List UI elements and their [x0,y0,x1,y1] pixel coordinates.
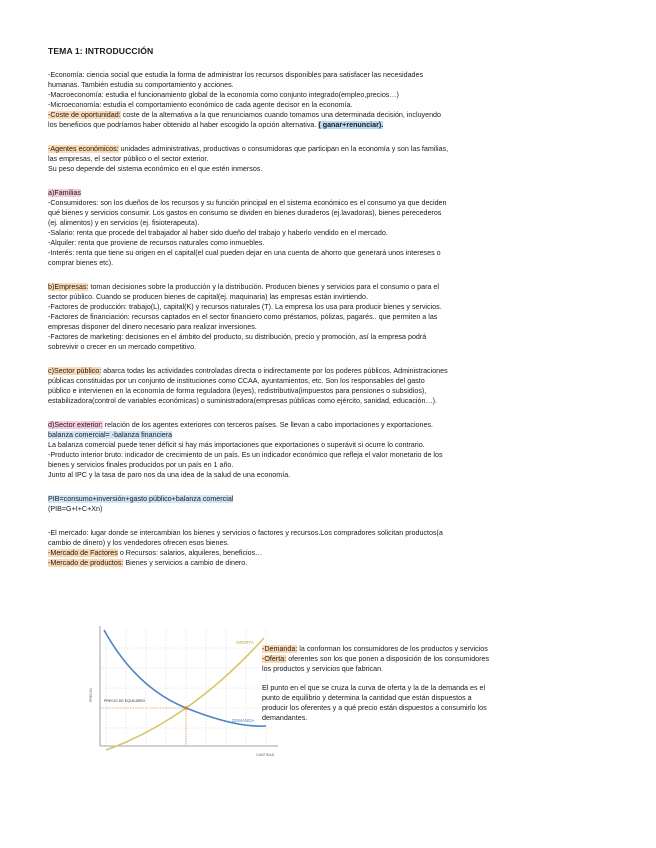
familias-line: -Interés: renta que tiene su origen en el capital(el cual pueden dejar en una cuenta de ahorro que generará unos intereses o [48,249,441,257]
familias-heading [48,188,608,198]
coste-line-2 [48,120,608,130]
oferta-curve [106,638,264,750]
agentes-label: -Agentes económicos: [48,145,119,153]
exterior-line: -Producto interior bruto: indicador de crecimiento de un país. Es un indicador económico que refleja el valor monetario de los [48,451,443,459]
equilibrio-line: punto de equilibrio y determina la cantidad que están dispuestos a [262,694,472,702]
mercado-factores-line [48,548,608,558]
mercado-section [48,528,608,568]
mercado-productos-line [48,558,608,568]
sector-first: abarca todas las actividades controladas directa o indirectamente por los poderes públicos. Administraciones [101,367,448,375]
empresas-first: toman decisiones sobre la producción y la distribución. Producen bienes y servicios para el consumo o para el [88,283,439,291]
empresas-line: sector público. Cuando se producen bienes de capital(ej. maquinaria) las empresas están invirtiendo. [48,293,368,301]
spacer [262,674,582,683]
balanza-line [48,430,608,440]
intro-line: -Microeconomía: estudia el comportamiento económico de cada agente decisor en la economía. [48,101,353,109]
sector-line: estabilizadora(control de variables económicas) o suministradora(empresas públicas como ejército, sanidad, educación…). [48,397,437,405]
oferta-def-text: oferentes son los que ponen a disposición de los consumidores [286,655,490,663]
oferta-def-label: -Oferta: [262,655,287,663]
exterior-line: La balanza comercial puede tener déficit si hay más importaciones que exportaciones o superávit si ocurre lo contrario. [48,441,425,449]
coste-text: coste de la alternativa a la que renunciamos cuando tomamos una determinada decisión, incluyendo [120,111,441,119]
exterior-line: bienes y servicios finales producidos por un país en 1 año. [48,461,234,469]
sector-line: públicas constituidas por un conjunto de instituciones como CCAA, ayuntamientos, etc. Son los responsables del gasto [48,377,425,385]
intro-line: -Economía: ciencia social que estudia la forma de administrar los recursos disponibles para satisfacer las necesidades [48,71,424,79]
pib-section [48,494,608,514]
familias-line: -Salario: renta que procede del trabajador al haber sido dueño del trabajo y haberlo vendido en el mercado. [48,229,388,237]
oferta-line [262,654,582,664]
agentes-line [48,144,608,154]
demanda-line [262,644,582,654]
empresas-line: -Factores de marketing: decisiones en el ámbito del producto, su distribución, precio y promoción, así la empresa podrá [48,333,427,341]
agentes-line-3: Su peso depende del sistema económico en el que estén inmersos. [48,165,263,173]
mercado-factores-label: -Mercado de Factores [48,549,118,557]
pib-formula: (PIB=G+I+C+Xn) [48,505,103,513]
oferta-label: OFERTA [236,640,254,645]
mercado-productos-text: Bienes y servicios a cambio de dinero. [123,559,248,567]
precio-equilibrio-label: PRECIO DE EQUILIBRIO [104,699,146,703]
sector-heading [48,366,608,376]
empresas-heading [48,282,608,292]
sector-label: c)Sector público: [48,367,102,375]
pib-label: PIB=consumo+inversión+gasto público+balanza comercial [48,495,234,503]
exterior-first: relación de los agentes exteriores con terceros países. Se llevan a cabo importaciones y exportaciones. [102,421,434,429]
familias-section [48,188,608,268]
supply-demand-svg [86,618,286,768]
chart-grid [100,628,276,746]
y-axis-label: PRECIO [89,688,93,702]
empresas-line: -Factores de producción: trabajo(L), capital(K) y recursos naturales (T). La empresa los usa para producir bienes y servicios. [48,303,442,311]
agentes-section [48,144,608,174]
intro-line: -Macroeconomía: estudia el funcionamiento global de la economía como conjunto integrado(empleo,precios…) [48,91,399,99]
exterior-heading [48,420,608,430]
equilibrio-line: demandantes. [262,714,308,722]
mercado-productos-label: -Mercado de productos: [48,559,124,567]
intro-line: humanas. También estudia su comportamiento y acciones. [48,81,234,89]
mercado-factores-text: o Recursos: salarios, alquileres, beneficios… [117,549,263,557]
intro-section [48,70,608,130]
sector-exterior-section [48,420,608,480]
balanza-label: balanza comercial= -balanza financiera [48,431,173,439]
demanda-def-label: -Demanda: [262,645,298,653]
oferta-line-2: los productos y servicios que fabrican. [262,665,384,673]
demanda-def-text: la conforman los consumidores de los productos y servicios [297,645,488,653]
sector-line: público e intervienen en la economía de forma reguladora (leyes), redistributiva(impuestos para pensiones o subsidios), [48,387,427,395]
equilibrio-line: producir los oferentes y a qué precio están dispuestos a consumirlo los [262,704,487,712]
x-axis-label: CANTIDAD [256,753,275,757]
page-title: TEMA 1: INTRODUCCIÓN [48,46,154,56]
familias-label: a)Familias [48,189,81,197]
empresas-section [48,282,608,352]
exterior-label: d)Sector exterior: [48,421,103,429]
pib-line [48,494,608,504]
coste-text-2: los beneficios que podríamos haber obtenido al haber escogido la opción alternativa. [48,121,317,129]
mercado-line: -El mercado: lugar donde se intercambian los bienes y servicios o factores y recursos.Los compradores solicitan productos(a [48,529,443,537]
coste-line [48,110,608,120]
market-definitions [262,644,582,723]
familias-line: qué bienes y servicios consumir. Los gastos en consumo se dividen en bienes duraderos (ej.lavadoras), bienes perecederos [48,209,442,217]
market-section [48,618,608,768]
coste-formula: ( ganar+renunciar). [318,121,384,129]
familias-line: comprar bienes etc). [48,259,114,267]
familias-line: -Alquiler: renta que proviene de recursos naturales como inmuebles. [48,239,265,247]
empresas-line: -Factores de financiación: recursos captados en el sector financiero como préstamos, pólizas, pagarés.. que permiten a las [48,313,438,321]
mercado-line: cambio de dinero) y los vendedores ofrecen esos bienes. [48,539,230,547]
demanda-label: DEMANDA [232,718,255,723]
agentes-text: unidades administrativas, productivas o consumidoras que participan en la economía y son las familias, [118,145,449,153]
equilibrio-point [184,706,188,710]
empresas-line: sobrevivir o crecer en un mercado competitivo. [48,343,197,351]
coste-label: -Coste de oportunidad: [48,111,121,119]
empresas-label: b)Empresas: [48,283,89,291]
familias-line: -Consumidores: son los dueños de los recursos y su función principal en el sistema económico es el consumo ya que deciden [48,199,447,207]
equilibrio-line: El punto en el que se cruza la curva de oferta y la de la demanda es el [262,684,486,692]
sector-publico-section [48,366,608,406]
exterior-line: Junto al IPC y la tasa de paro nos da una idea de la salud de una economía. [48,471,291,479]
familias-line: (ej. alimentos) y en servicios (ej. fisioterapeuta). [48,219,200,227]
document-page [48,46,608,577]
agentes-line-2: las empresas, el sector público o el sector exterior. [48,155,209,163]
supply-demand-chart [86,618,286,768]
empresas-line: empresas disponer del dinero necesario para realizar inversiones. [48,323,257,331]
